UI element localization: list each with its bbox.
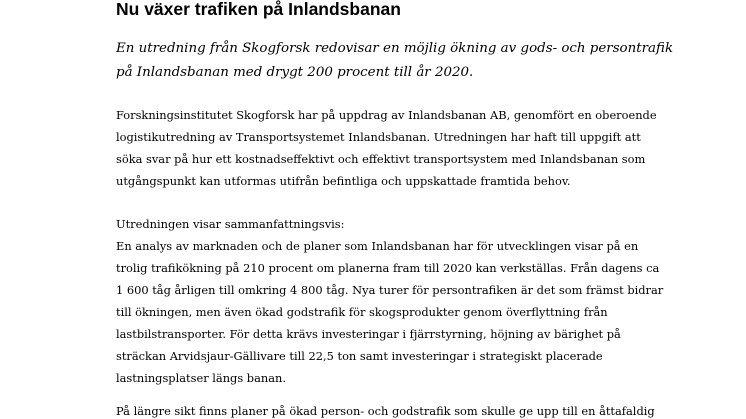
lead-line: på Inlandsbanan med drygt 200 procent till år 2020. xyxy=(116,65,474,80)
text-line: söka svar på hur ett kostnadseffektivt och effektivt transportsystem med Inlandsbanan som xyxy=(116,152,646,166)
body-paragraph-1 xyxy=(116,104,736,192)
text-line: Utredningen visar sammanfattningsvis: xyxy=(116,217,345,231)
text-line: Forskningsinstitutet Skogforsk har på uppdrag av Inlandsbanan AB, genomfört en oberoende xyxy=(116,108,657,122)
text-line: sträckan Arvidsjaur-Gällivare till 22,5 ton samt investeringar i strategiskt placerade xyxy=(116,349,603,363)
text-line: En analys av marknaden och de planer som Inlandsbanan har för utvecklingen visar på en xyxy=(116,239,639,253)
text-line: logistikutredning av Transportsystemet Inlandsbanan. Utredningen har haft till uppgift att xyxy=(116,130,641,144)
text-line: lastningsplatser längs banan. xyxy=(116,371,286,385)
text-line: lastbilstransporter. För detta krävs investeringar i fjärrstyrning, höjning av bärighet på xyxy=(116,327,621,341)
text-line: 1 600 tåg årligen till omkring 4 800 tåg. Nya turer för persontrafiken är det som främst bidrar xyxy=(116,283,664,297)
body-paragraph-3 xyxy=(116,400,736,419)
lead-line: En utredning från Skogforsk redovisar en möjlig ökning av gods- och persontrafik xyxy=(116,41,674,56)
body-paragraph-2 xyxy=(116,213,736,389)
text-line: På längre sikt finns planer på ökad person- och godstrafik som skulle ge upp till en åttafaldig xyxy=(116,404,655,418)
text-line: utgångspunkt kan utformas utifrån befintliga och uppskattade framtida behov. xyxy=(116,174,571,188)
page-title: Nu växer trafiken på Inlandsbanan xyxy=(116,0,401,19)
text-line: till ökningen, men även ökad godstrafik för skogsprodukter genom överflyttning från xyxy=(116,305,608,319)
lead-paragraph xyxy=(116,37,736,85)
text-line: trolig trafikökning på 210 procent om planerna fram till 2020 kan verkställas. Från dagens ca xyxy=(116,261,660,275)
